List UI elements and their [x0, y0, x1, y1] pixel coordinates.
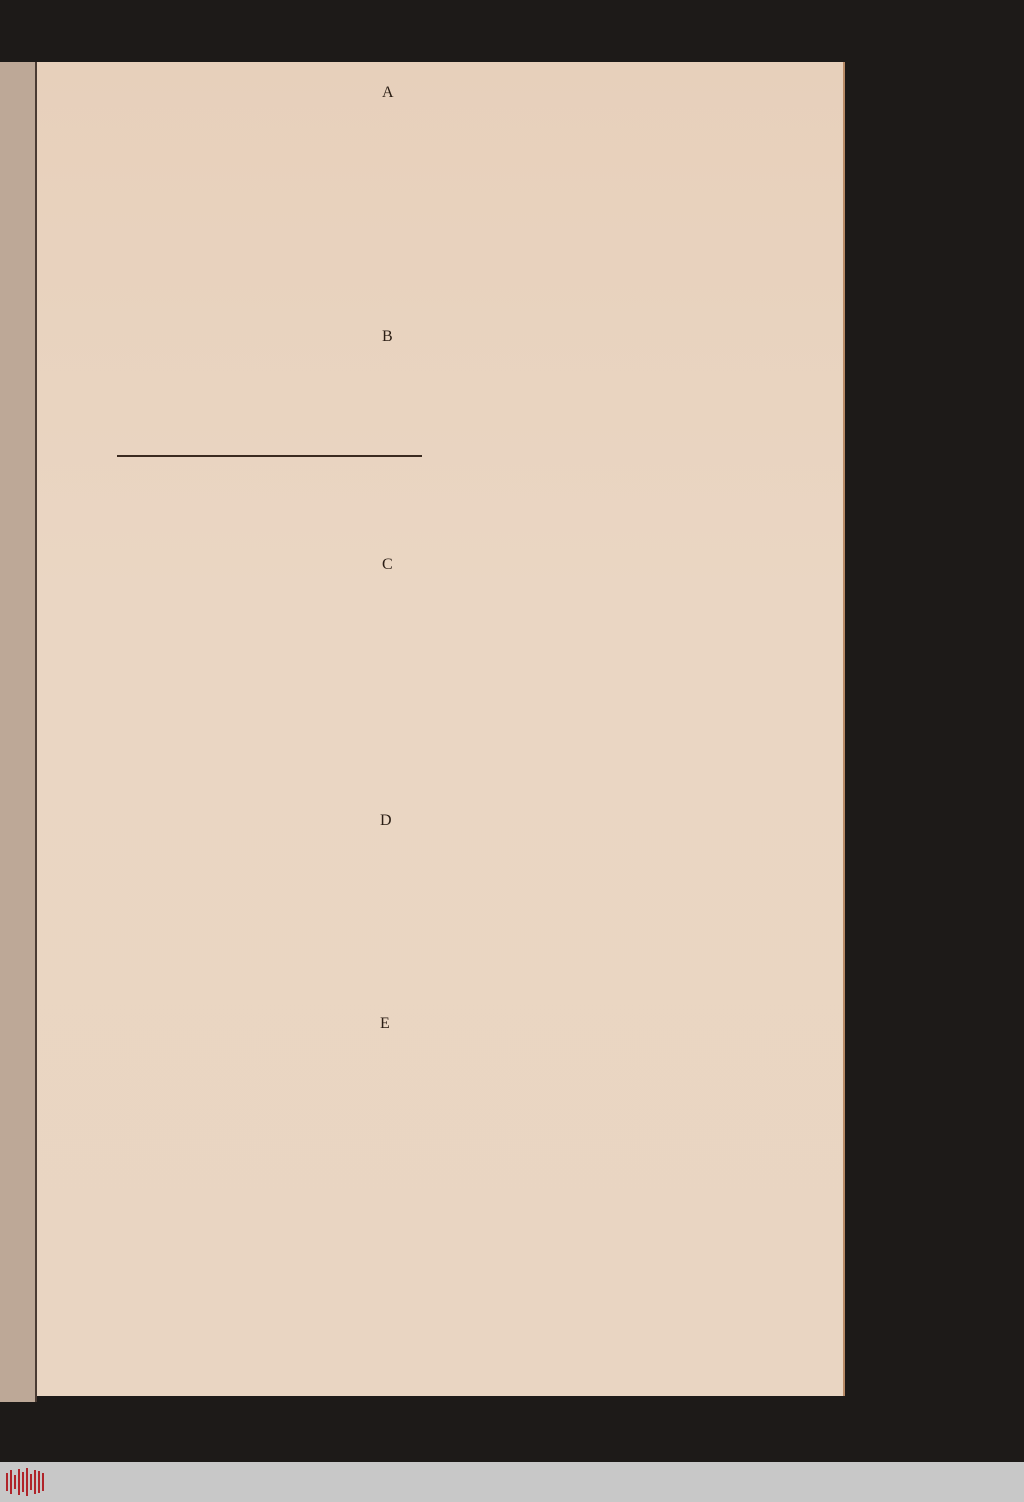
book-page: [37, 62, 845, 1396]
hab-logo-icon: [6, 1468, 46, 1496]
section-letter: C: [382, 556, 393, 573]
section-letter: B: [382, 328, 393, 345]
notes-divider: [117, 455, 422, 457]
section-letter: A: [382, 84, 394, 101]
section-letter: E: [380, 1015, 390, 1032]
section-letter: D: [380, 812, 392, 829]
previous-page-edge: [0, 62, 36, 1402]
footer-bar: [0, 1462, 1024, 1502]
